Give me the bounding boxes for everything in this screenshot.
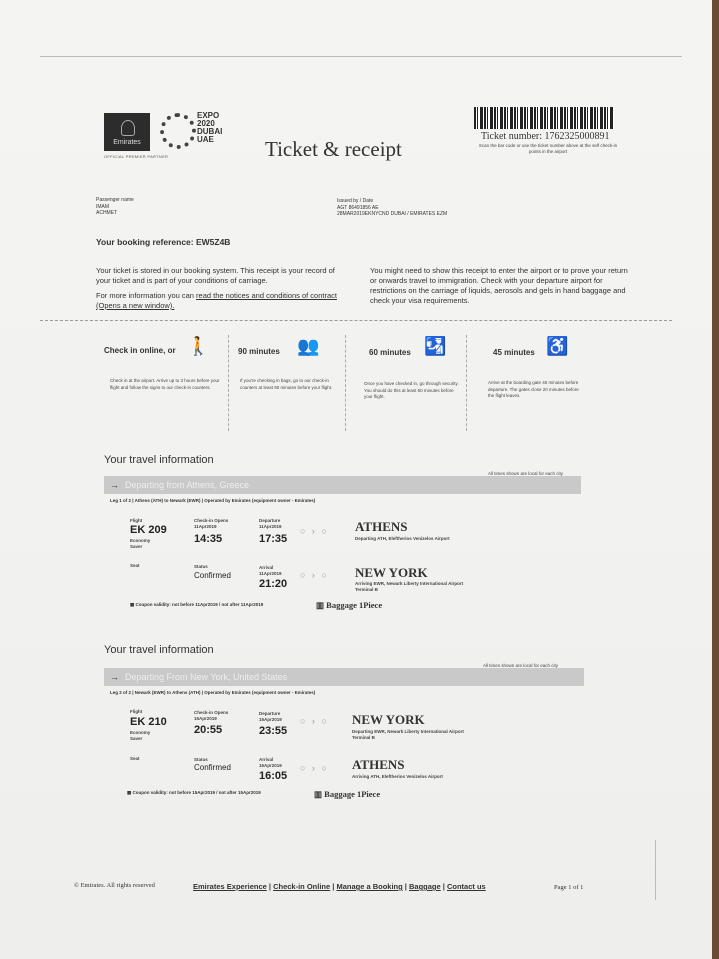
step-checkin-text: Check in at the airport. Arrive up to 3 hours before your flight and follow the signs to our check-in counters. <box>110 378 220 390</box>
from-airport: Departing ATH, Eleftherios Venizelos Airport <box>355 536 450 541</box>
baggage-allowance: ▥ Baggage 1Piece <box>316 600 383 610</box>
travel-heading: Your travel information <box>104 454 214 466</box>
page-title: Ticket & receipt <box>265 137 402 161</box>
plane-route-icon: ○ › ○ <box>300 570 329 580</box>
to-city: NEW YORK <box>355 565 428 580</box>
walking-icon: 🚶 <box>187 336 210 356</box>
coupon-validity: ▦ Coupon validity: not before 15Apr2019 / not after 15Apr2019 <box>127 790 261 795</box>
checkin-time: 14:35 <box>194 533 223 545</box>
step-divider <box>228 335 229 431</box>
step-60-title: 60 minutes <box>369 348 411 357</box>
ticket-number: Ticket number: 1762325000891 <box>481 131 610 142</box>
to-city: ATHENS <box>352 757 405 772</box>
expo-text: EXPO 2020 DUBAI UAE <box>197 111 223 144</box>
departure-label: Departure <box>259 711 281 716</box>
leg-info: Leg 2 of 2 | Newark (EWR) to Athens (ATH) | Operated by Emirates (equipment owner - Emirates) <box>110 690 316 695</box>
coupon-validity: ▦ Coupon validity: not before 11Apr2019 / not after 11Apr2019 <box>130 602 264 607</box>
fare-class: Economy Saver <box>130 538 151 549</box>
step-divider <box>466 335 467 431</box>
calendar-icon: ▦ <box>130 602 136 607</box>
leg-info: Leg 1 of 2 | Athens (ATH) to Newark (EWR) | Operated by Emirates (equipment owner - Emirates) <box>110 498 316 503</box>
arrow-right-icon: → <box>110 480 119 490</box>
from-airport: Departing EWR, Newark Liberty International Airport Terminal B <box>352 729 464 740</box>
departure-label: Departure <box>259 518 281 523</box>
issued-block: Issued by / Date AGT 86491856 AE 28MAR2019EKNYCND DUBAI / EMIRATES EZM <box>337 198 448 217</box>
booking-reference: Your booking reference: EW5Z4B <box>96 237 231 247</box>
arrival-label: Arrival <box>259 565 274 570</box>
times-note: All times shown are local for each city <box>483 663 559 668</box>
seat-label: Seat <box>130 563 140 568</box>
from-city: ATHENS <box>355 519 408 534</box>
arrival-time: 21:20 <box>259 578 288 590</box>
step-60-text: Once you have checked in, go through security. You should do this at least 60 minutes before your flight. <box>364 381 459 399</box>
status-label: Status <box>194 757 208 762</box>
passenger-block: Passenger name IMAM ACHMET <box>96 197 134 216</box>
receipt-notice-text: You might need to show this receipt to enter the airport or to prove your return or onwards travel to immigration. Check with your departure airport for restrictions on the carriage of liquids, aerosols and gels in hand baggage and check your visa requirements. <box>370 266 628 305</box>
scan-note: Scan the bar code or use the ticket number above at the self check-in points in the airport <box>478 143 618 154</box>
luggage-icon: ▥ <box>316 600 327 610</box>
to-airport: Arriving ATH, Eleftherios Venizelos Airport <box>352 774 443 779</box>
checkin-label: Check-in Opens <box>194 518 229 523</box>
emirates-logo: Emirates <box>104 113 150 151</box>
page-number: Page 1 of 1 <box>554 884 584 891</box>
route-bar: → Departing From New York, United States <box>104 668 584 686</box>
emirates-emblem-icon <box>121 120 135 136</box>
flight-label: Flight <box>130 518 143 523</box>
divider <box>40 320 672 321</box>
flight-number: EK 210 <box>130 716 167 728</box>
copyright: © Emirates. All rights reserved <box>74 882 155 889</box>
departure-time: 17:35 <box>259 533 288 545</box>
luggage-icon: ▥ <box>314 789 325 799</box>
to-airport: Arriving EWR, Newark Liberty International Airport Terminal B <box>355 581 464 592</box>
seat-label: Seat <box>130 756 140 761</box>
ticket-stored-text: Your ticket is stored in our booking system. This receipt is your record of your ticket and is part of your conditions of carriage. <box>96 266 335 285</box>
status-value: Confirmed <box>194 571 231 580</box>
top-rule <box>40 56 682 57</box>
seated-icon: ♿ <box>546 336 569 356</box>
arrow-right-icon: → <box>110 672 119 682</box>
departure-date: 15Apr2019 <box>259 717 282 722</box>
step-checkin-title: Check in online, or <box>104 346 176 355</box>
times-note: All times shown are local for each city <box>488 471 564 476</box>
footer-links: Emirates Experience | Check-in Online | Manage a Booking | Baggage | Contact us <box>193 882 486 891</box>
security-icon: 🛂 <box>424 336 447 356</box>
arrival-date: 11Apr2019 <box>259 571 282 576</box>
status-label: Status <box>194 564 208 569</box>
edge-line <box>655 840 656 900</box>
step-90-title: 90 minutes <box>238 347 280 356</box>
footer-link-manage[interactable]: Manage a Booking <box>336 882 403 891</box>
arrival-label: Arrival <box>259 757 274 762</box>
flight-label: Flight <box>130 709 143 714</box>
baggage-allowance: ▥ Baggage 1Piece <box>314 789 381 799</box>
travel-heading: Your travel information <box>104 644 214 656</box>
checkin-date: 11Apr2019 <box>194 524 217 529</box>
plane-route-icon: ○ › ○ <box>300 526 329 536</box>
conditions-link[interactable]: read the notices and conditions of contract (Opens a new window). <box>96 291 337 310</box>
from-city: NEW YORK <box>352 712 425 727</box>
expo-2020-logo-icon <box>160 113 196 149</box>
baggage-drop-icon: 👥 <box>297 336 320 356</box>
footer-link-baggage[interactable]: Baggage <box>409 882 441 891</box>
flight-number: EK 209 <box>130 524 167 536</box>
step-45-text: Arrive at the boarding gate 45 minutes before departure. The gates close 20 minutes before the flight leaves. <box>488 380 579 398</box>
plane-route-icon: ○ › ○ <box>300 716 329 726</box>
step-45-title: 45 minutes <box>493 348 535 357</box>
arrival-time: 16:05 <box>259 770 288 782</box>
route-bar: → Departing from Athens, Greece <box>104 476 581 494</box>
departure-time: 23:55 <box>259 725 288 737</box>
barcode <box>474 107 614 129</box>
checkin-date: 15Apr2019 <box>194 716 217 721</box>
checkin-time: 20:55 <box>194 724 223 736</box>
partner-caption: OFFICIAL PREMIER PARTNER <box>104 154 169 159</box>
checkin-label: Check-in Opens <box>194 710 229 715</box>
step-divider <box>345 335 346 431</box>
more-info-text: For more information you can read the notices and conditions of contract (Opens a new window). <box>96 291 337 310</box>
fare-class: Economy Saver <box>130 730 151 741</box>
status-value: Confirmed <box>194 763 231 772</box>
plane-route-icon: ○ › ○ <box>300 763 329 773</box>
step-90-text: If you're checking in bags, go to our check-in counters at least 90 minutes before your flight. <box>240 378 333 390</box>
arrival-date: 16Apr2019 <box>259 763 282 768</box>
footer-link-checkin[interactable]: Check-in Online <box>273 882 331 891</box>
calendar-icon: ▦ <box>127 790 133 795</box>
departure-date: 11Apr2019 <box>259 524 282 529</box>
footer-link-experience[interactable]: Emirates Experience <box>193 882 267 891</box>
footer-link-contact[interactable]: Contact us <box>446 882 486 891</box>
